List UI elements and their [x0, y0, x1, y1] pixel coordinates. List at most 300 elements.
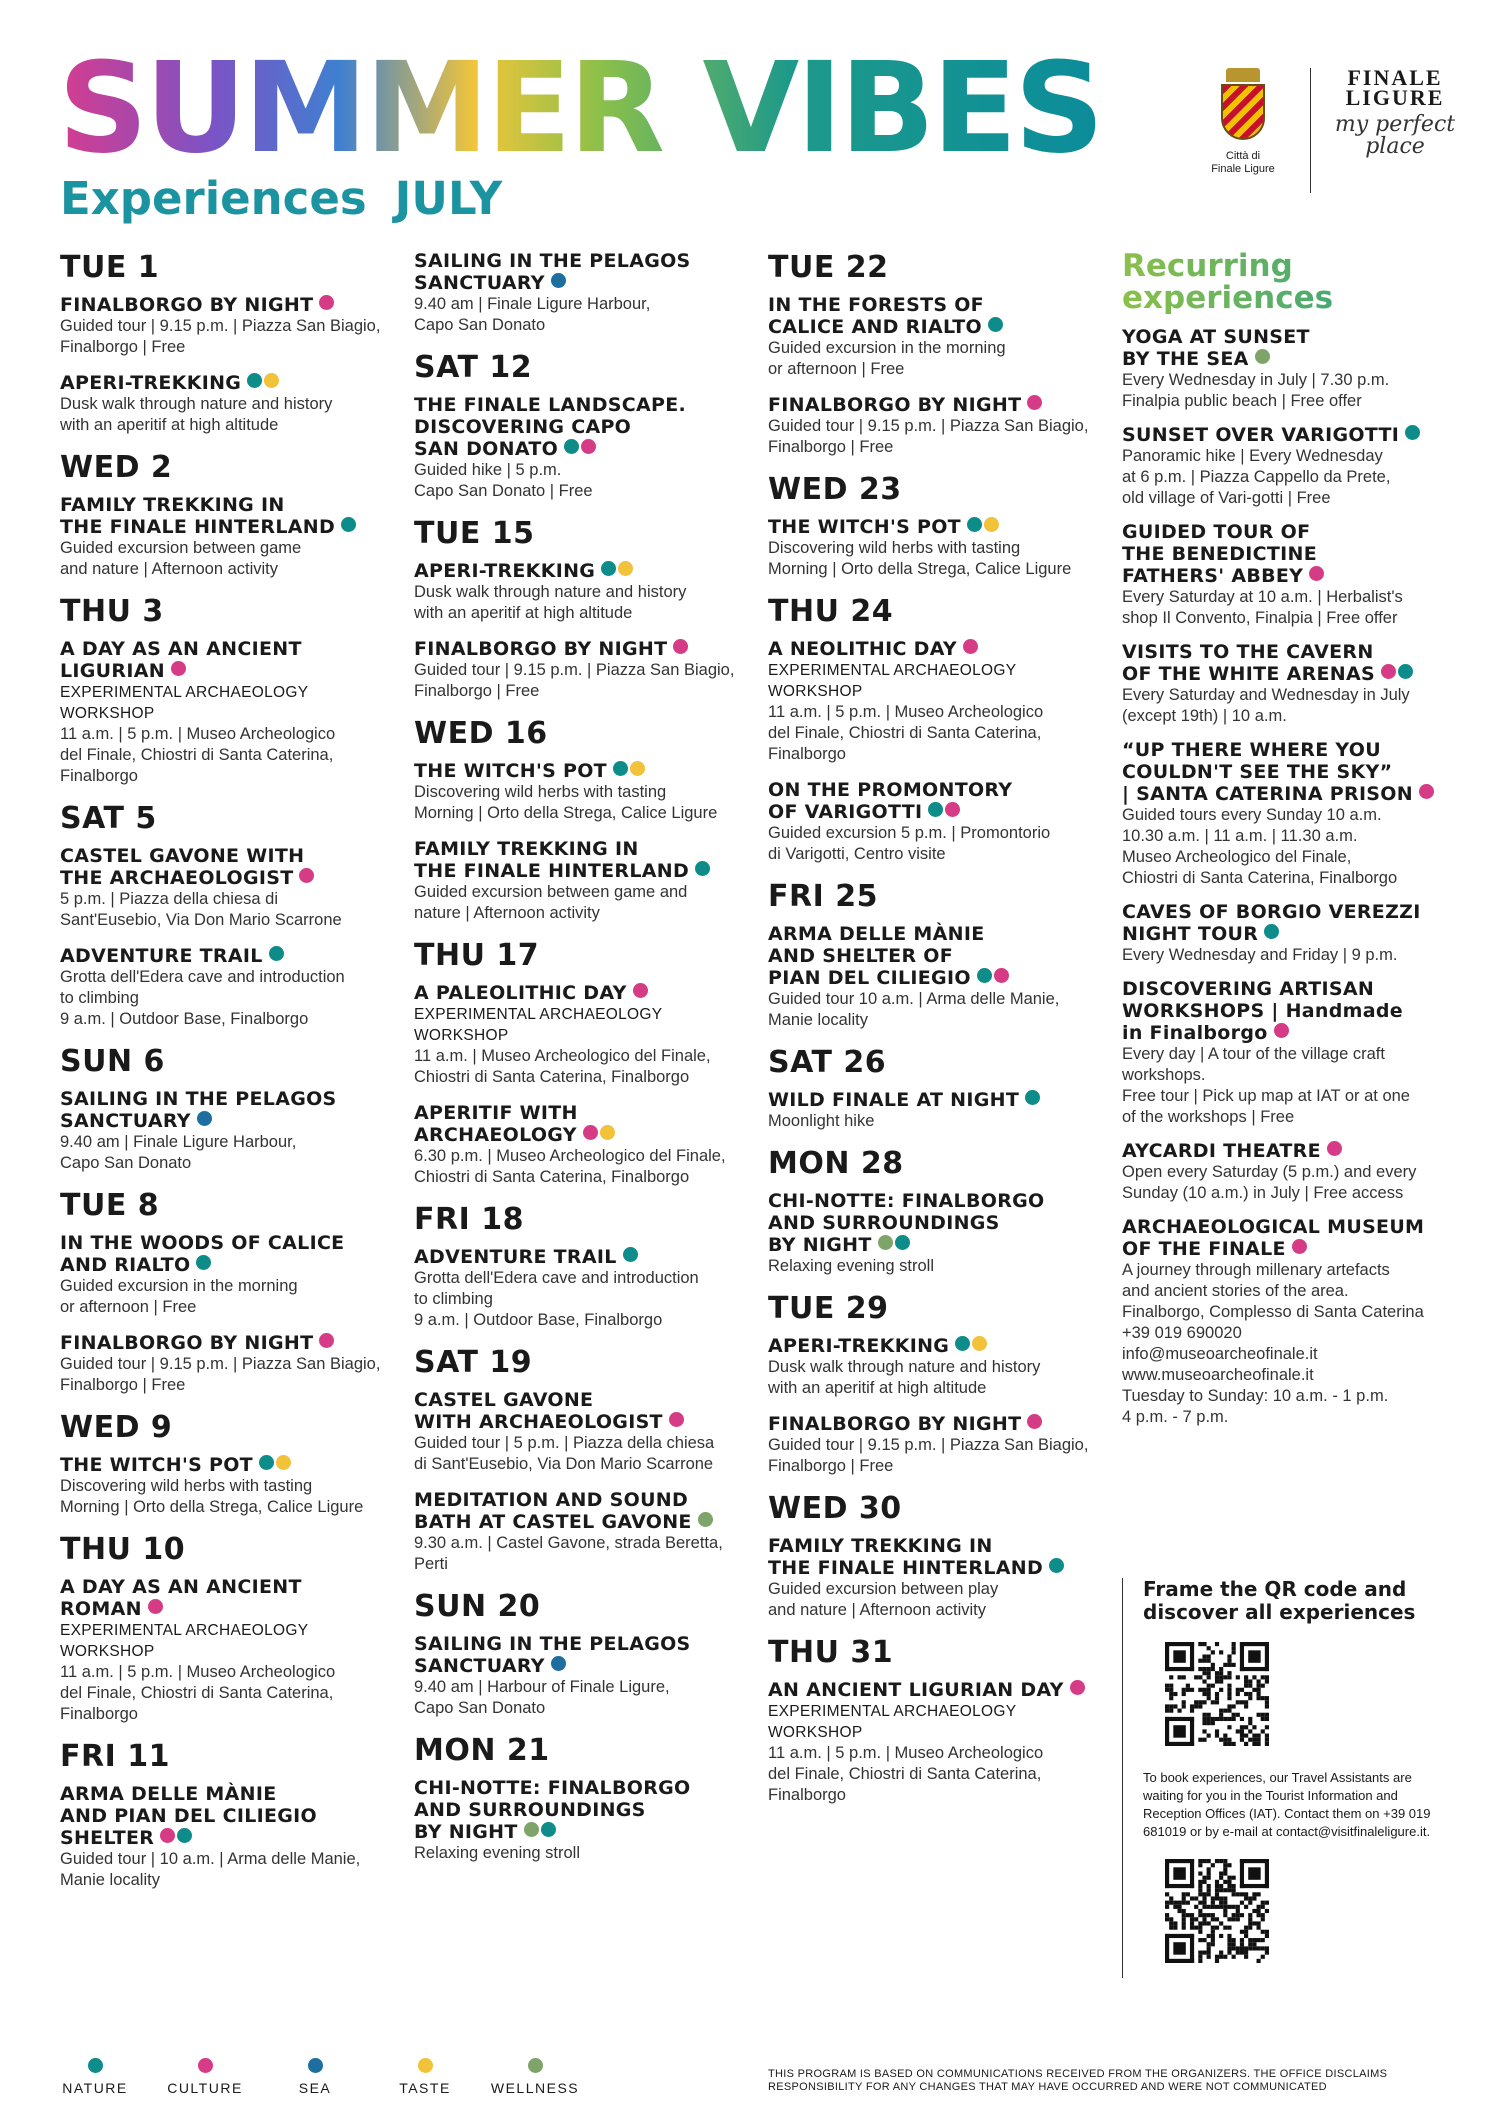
event-title-text: A PALEOLITHIC DAY — [414, 982, 627, 1004]
event-title-text: ADVENTURE TRAIL — [414, 1246, 617, 1268]
event-item — [60, 1332, 400, 1396]
day-block — [60, 1532, 400, 1725]
culture-category-dot-icon — [171, 661, 186, 676]
event-item — [414, 760, 754, 824]
day-block — [768, 472, 1108, 580]
event-item — [1122, 1140, 1462, 1204]
event-item — [60, 372, 400, 436]
legend-dot-icon — [308, 2058, 323, 2073]
event-details: 11 a.m. | Museo Archeologico del Finale, Chiostri di Santa Caterina, Finalborgo — [414, 1047, 711, 1086]
day-block — [60, 1188, 400, 1396]
day-heading: THU 17 — [414, 938, 540, 973]
culture-category-dot-icon — [1309, 566, 1324, 581]
event-title-text: CHI-NOTTE: FINALBORGO AND SURROUNDINGS BY NIGHT — [768, 1190, 1045, 1256]
day-block — [60, 1739, 400, 1891]
nature-category-dot-icon — [1398, 664, 1413, 679]
event-title-text: YOGA AT SUNSET BY THE SEA — [1122, 326, 1310, 370]
event-details: Open every Saturday (5 p.m.) and every Sunday (10 a.m.) in July | Free access — [1122, 1163, 1417, 1202]
culture-category-dot-icon — [1027, 1414, 1042, 1429]
day-heading: SAT 19 — [414, 1345, 533, 1380]
day-block — [414, 716, 754, 924]
event-item — [768, 394, 1108, 458]
event-title — [768, 1413, 1108, 1435]
poster-title: SUMMER VIBES — [58, 36, 1102, 181]
event-title-text: “UP THERE WHERE YOU COULDN'T SEE THE SKY” | SANTA CATERINA PRISON — [1122, 739, 1413, 805]
event-title — [414, 838, 754, 882]
day-heading: FRI 11 — [60, 1739, 170, 1774]
event-item — [768, 516, 1108, 580]
culture-category-dot-icon — [583, 1125, 598, 1140]
culture-category-dot-icon — [1327, 1141, 1342, 1156]
event-title-text: FAMILY TREKKING IN THE FINALE HINTERLAND — [414, 838, 690, 882]
nature-category-dot-icon — [613, 761, 628, 776]
sea-category-dot-icon — [551, 1656, 566, 1671]
nature-category-dot-icon — [247, 373, 262, 388]
event-title — [768, 394, 1108, 416]
event-item — [414, 638, 754, 702]
event-title — [60, 1088, 400, 1132]
event-title-text: VISITS TO THE CAVERN OF THE WHITE ARENAS — [1122, 641, 1375, 685]
event-title — [768, 1190, 1108, 1256]
event-item — [414, 250, 754, 336]
event-details: 11 a.m. | 5 p.m. | Museo Archeologico del Finale, Chiostri di Santa Caterina, Finalborgo — [768, 1744, 1044, 1804]
day-block — [414, 1733, 754, 1864]
event-details: Every Saturday and Wednesday in July (except 19th) | 10 a.m. — [1122, 686, 1410, 725]
event-title-text: ARCHAEOLOGICAL MUSEUM OF THE FINALE — [1122, 1216, 1425, 1260]
qr-heading: Frame the QR code and discover all experiences — [1143, 1577, 1416, 1624]
city-crest-icon — [1221, 68, 1265, 146]
day-heading: MON 28 — [768, 1146, 904, 1181]
nature-category-dot-icon — [269, 946, 284, 961]
event-details: Dusk walk through nature and history with an aperitif at high altitude — [414, 583, 687, 622]
event-details: Guided tour | 10 a.m. | Arma delle Manie, Manie locality — [60, 1850, 361, 1889]
qr-code-icon[interactable] — [1165, 1859, 1269, 1963]
wellness-category-dot-icon — [524, 1822, 539, 1837]
day-heading: TUE 15 — [414, 516, 535, 551]
sea-category-dot-icon — [551, 273, 566, 288]
legend-item — [260, 2058, 370, 2096]
booking-info: To book experiences, our Travel Assistants are waiting for you in the Tourist Information and Reception Offices (IAT). Contact them on +39 019 681019 or by e-mail at contact@visitfinaleligure.it. — [1143, 1770, 1431, 1839]
event-title-text: APERI-TREKKING — [414, 560, 596, 582]
day-block — [768, 879, 1108, 1031]
legend-label: SEA — [298, 2080, 332, 2096]
event-title — [768, 1679, 1108, 1701]
culture-category-dot-icon — [1274, 1023, 1289, 1038]
event-item — [1122, 901, 1462, 966]
poster-subtitle — [60, 172, 502, 225]
event-category-label: EXPERIMENTAL ARCHAEOLOGY WORKSHOP — [768, 662, 1017, 700]
event-title — [1122, 1140, 1462, 1162]
event-item — [60, 845, 400, 931]
legend-item — [40, 2058, 150, 2096]
event-item — [60, 1088, 400, 1174]
event-title — [414, 1246, 754, 1268]
event-title-text: AN ANCIENT LIGURIAN DAY — [768, 1679, 1064, 1701]
event-title-text: CASTEL GAVONE WITH THE ARCHAEOLOGIST — [60, 845, 305, 889]
event-details: 5 p.m. | Piazza della chiesa di Sant'Eusebio, Via Don Mario Scarrone — [60, 890, 342, 929]
culture-category-dot-icon — [1027, 395, 1042, 410]
disclaimer: THIS PROGRAM IS BASED ON COMMUNICATIONS RECEIVED FROM THE ORGANIZERS. THE OFFICE DISCLAIMS RESPONSIBILITY FOR ANY CHANGES THAT MAY HAVE OCCURRED AND WERE NOT COMMUNICATED — [768, 2068, 1388, 2093]
day-block — [60, 250, 400, 436]
event-title — [768, 1535, 1108, 1579]
culture-category-dot-icon — [1292, 1239, 1307, 1254]
event-title-text: THE WITCH'S POT — [60, 1454, 253, 1476]
event-item — [1122, 641, 1462, 727]
culture-category-dot-icon — [945, 802, 960, 817]
event-details: 9.40 am | Finale Ligure Harbour, Capo San Donato — [414, 295, 651, 334]
culture-category-dot-icon — [148, 1599, 163, 1614]
event-details: Grotta dell'Edera cave and introduction to climbing 9 a.m. | Outdoor Base, Finalborgo — [60, 968, 345, 1028]
event-title — [60, 1783, 400, 1849]
nature-category-dot-icon — [977, 968, 992, 983]
event-title — [60, 845, 400, 889]
nature-category-dot-icon — [695, 861, 710, 876]
schedule-column-1 — [60, 250, 400, 1905]
event-item — [414, 982, 754, 1088]
event-item — [768, 1335, 1108, 1399]
event-category-label: EXPERIMENTAL ARCHAEOLOGY WORKSHOP — [60, 684, 309, 722]
event-title — [414, 250, 754, 294]
day-block — [60, 801, 400, 1030]
brand-line1: FINALE — [1347, 65, 1443, 90]
event-title-text: CHI-NOTTE: FINALBORGO AND SURROUNDINGS BY NIGHT — [414, 1777, 691, 1843]
nature-category-dot-icon — [928, 802, 943, 817]
event-title-text: FINALBORGO BY NIGHT — [60, 1332, 314, 1354]
recurring-column — [1122, 250, 1462, 1440]
event-item — [1122, 978, 1462, 1128]
event-category-label: EXPERIMENTAL ARCHAEOLOGY WORKSHOP — [60, 1622, 309, 1660]
day-heading: SAT 12 — [414, 350, 533, 385]
event-details: Relaxing evening stroll — [414, 1844, 581, 1862]
event-details: Guided tour | 5 p.m. | Piazza della chiesa di Sant'Eusebio, Via Don Mario Scarrone — [414, 1434, 715, 1473]
event-details: Guided excursion in the morning or afternoon | Free — [768, 339, 1006, 378]
event-item — [414, 1489, 754, 1575]
nature-category-dot-icon — [967, 517, 982, 532]
nature-category-dot-icon — [1264, 924, 1279, 939]
city-logo-line2: Finale Ligure — [1211, 163, 1275, 175]
culture-category-dot-icon — [673, 639, 688, 654]
taste-category-dot-icon — [984, 517, 999, 532]
event-details: Discovering wild herbs with tasting Morning | Orto della Strega, Calice Ligure — [414, 783, 718, 822]
legend-dot-icon — [528, 2058, 543, 2073]
culture-category-dot-icon — [319, 1333, 334, 1348]
event-title-text: FAMILY TREKKING IN THE FINALE HINTERLAND — [60, 494, 336, 538]
event-title — [1122, 521, 1462, 587]
brand-line2: LIGURE — [1345, 85, 1445, 110]
event-details: 9.30 a.m. | Castel Gavone, strada Beretta, Perti — [414, 1534, 723, 1573]
event-item — [768, 294, 1108, 380]
event-item — [414, 838, 754, 924]
event-title-text: A DAY AS AN ANCIENT ROMAN — [60, 1576, 302, 1620]
event-category-label: EXPERIMENTAL ARCHAEOLOGY WORKSHOP — [768, 1703, 1017, 1741]
event-title — [768, 294, 1108, 338]
event-item — [414, 394, 754, 502]
event-title-text: SAILING IN THE PELAGOS SANCTUARY — [60, 1088, 337, 1132]
event-details: Guided excursion between play and nature | Afternoon activity — [768, 1580, 999, 1619]
event-details: 11 a.m. | 5 p.m. | Museo Archeologico del Finale, Chiostri di Santa Caterina, Finalborgo — [60, 1663, 336, 1723]
event-title — [60, 638, 400, 682]
brand-tagline: my perfect place — [1334, 112, 1456, 159]
event-title — [60, 294, 400, 316]
nature-category-dot-icon — [895, 1235, 910, 1250]
nature-category-dot-icon — [988, 317, 1003, 332]
day-heading: TUE 29 — [768, 1291, 889, 1326]
event-title — [414, 1389, 754, 1433]
event-title-text: MEDITATION AND SOUND BATH AT CASTEL GAVONE — [414, 1489, 692, 1533]
nature-category-dot-icon — [1049, 1558, 1064, 1573]
wellness-category-dot-icon — [698, 1512, 713, 1527]
event-title-text: ARMA DELLE MÀNIE AND PIAN DEL CILIEGIO SHELTER — [60, 1783, 317, 1849]
nature-category-dot-icon — [259, 1455, 274, 1470]
day-heading: SUN 20 — [414, 1589, 541, 1624]
nature-category-dot-icon — [955, 1336, 970, 1351]
event-details: Guided tour 10 a.m. | Arma delle Manie, Manie locality — [768, 990, 1060, 1029]
day-heading: THU 10 — [60, 1532, 186, 1567]
culture-category-dot-icon — [669, 1412, 684, 1427]
culture-category-dot-icon — [963, 639, 978, 654]
event-title — [414, 982, 754, 1004]
culture-category-dot-icon — [994, 968, 1009, 983]
day-heading: MON 21 — [414, 1733, 550, 1768]
event-title — [60, 1232, 400, 1276]
day-block — [414, 1589, 754, 1719]
day-heading: THU 31 — [768, 1635, 894, 1670]
event-title — [768, 779, 1108, 823]
event-title-text: FINALBORGO BY NIGHT — [768, 1413, 1022, 1435]
event-item — [1122, 739, 1462, 889]
legend-item — [150, 2058, 260, 2096]
event-title-text: THE WITCH'S POT — [414, 760, 607, 782]
event-title — [414, 1489, 754, 1533]
taste-category-dot-icon — [618, 561, 633, 576]
event-title — [1122, 641, 1462, 685]
event-title — [60, 945, 400, 967]
day-heading: FRI 18 — [414, 1202, 524, 1237]
day-heading: SUN 6 — [60, 1044, 165, 1079]
event-title — [414, 638, 754, 660]
schedule-column-2 — [414, 250, 754, 1878]
event-title — [1122, 978, 1462, 1044]
nature-category-dot-icon — [1405, 425, 1420, 440]
event-title-text: THE WITCH'S POT — [768, 516, 961, 538]
event-title-text: FINALBORGO BY NIGHT — [414, 638, 668, 660]
day-block — [768, 1146, 1108, 1277]
event-item — [1122, 521, 1462, 629]
legend-item — [370, 2058, 480, 2096]
event-title — [60, 1332, 400, 1354]
day-heading: SAT 5 — [60, 801, 157, 836]
event-title-text: GUIDED TOUR OF THE BENEDICTINE FATHERS' ABBEY — [1122, 521, 1317, 587]
event-item — [768, 779, 1108, 865]
event-item — [60, 945, 400, 1030]
legend-label: TASTE — [399, 2080, 451, 2096]
event-title-text: ARMA DELLE MÀNIE AND SHELTER OF PIAN DEL CILIEGIO — [768, 923, 985, 989]
event-category-label: EXPERIMENTAL ARCHAEOLOGY WORKSHOP — [414, 1006, 663, 1044]
legend-label: CULTURE — [167, 2080, 243, 2096]
event-details: Guided tour | 9.15 p.m. | Piazza San Biagio, Finalborgo | Free — [60, 317, 381, 356]
event-details: Grotta dell'Edera cave and introduction to climbing 9 a.m. | Outdoor Base, Finalborgo — [414, 1269, 699, 1329]
event-title — [60, 1576, 400, 1620]
qr-code-icon[interactable] — [1165, 1642, 1269, 1746]
event-title — [768, 923, 1108, 989]
event-title-text: CAVES OF BORGIO VEREZZI NIGHT TOUR — [1122, 901, 1421, 945]
day-heading: WED 30 — [768, 1491, 902, 1526]
event-title-text: A NEOLITHIC DAY — [768, 638, 957, 660]
event-details: Guided tours every Sunday 10 a.m. 10.30 a.m. | 11 a.m. | 11.30 a.m. Museo Archeologico del Finale, Chiostri di Santa Caterina, Finalborgo — [1122, 806, 1398, 887]
event-title — [1122, 739, 1462, 805]
event-title — [768, 1335, 1108, 1357]
day-heading: WED 2 — [60, 450, 173, 485]
wellness-category-dot-icon — [1255, 349, 1270, 364]
sea-category-dot-icon — [197, 1111, 212, 1126]
event-item — [60, 494, 400, 580]
taste-category-dot-icon — [264, 373, 279, 388]
event-title-text: AYCARDI THEATRE — [1122, 1140, 1321, 1162]
legend-item — [480, 2058, 590, 2096]
wellness-category-dot-icon — [878, 1235, 893, 1250]
event-details: Every Wednesday in July | 7.30 p.m. Finalpia public beach | Free offer — [1122, 371, 1390, 410]
day-block — [60, 1410, 400, 1518]
event-details: Every Saturday at 10 a.m. | Herbalist's shop Il Convento, Finalpia | Free offer — [1122, 588, 1403, 627]
culture-category-dot-icon — [1070, 1680, 1085, 1695]
event-title — [414, 560, 754, 582]
recurring-list — [1122, 326, 1462, 1428]
event-title-text: DISCOVERING ARTISAN WORKSHOPS | Handmade in Finalborgo — [1122, 978, 1403, 1044]
event-title-text: APERITIF WITH ARCHAEOLOGY — [414, 1102, 578, 1146]
city-logo-line1: Città di — [1225, 150, 1261, 162]
day-heading: SAT 26 — [768, 1045, 887, 1080]
event-title-text: THE FINALE LANDSCAPE. DISCOVERING CAPO SAN DONATO — [414, 394, 687, 460]
event-details: Guided tour | 9.15 p.m. | Piazza San Biagio, Finalborgo | Free — [768, 1436, 1089, 1475]
event-title-text: APERI-TREKKING — [768, 1335, 950, 1357]
event-details: Guided tour | 9.15 p.m. | Piazza San Biagio, Finalborgo | Free — [414, 661, 735, 700]
event-details: Discovering wild herbs with tasting Morning | Orto della Strega, Calice Ligure — [60, 1477, 364, 1516]
day-heading: WED 9 — [60, 1410, 173, 1445]
day-heading: WED 23 — [768, 472, 902, 507]
event-title — [414, 394, 754, 460]
taste-category-dot-icon — [600, 1125, 615, 1140]
event-item — [60, 1232, 400, 1318]
nature-category-dot-icon — [541, 1822, 556, 1837]
event-item — [60, 1783, 400, 1891]
event-title-text: ON THE PROMONTORY OF VARIGOTTI — [768, 779, 1013, 823]
nature-category-dot-icon — [177, 1828, 192, 1843]
day-block — [768, 1045, 1108, 1132]
culture-category-dot-icon — [299, 868, 314, 883]
legend-label: WELLNESS — [490, 2080, 580, 2096]
event-title — [414, 1777, 754, 1843]
event-details: Guided tour | 9.15 p.m. | Piazza San Biagio, Finalborgo | Free — [768, 417, 1089, 456]
event-title-text: CASTEL GAVONE WITH ARCHAEOLOGIST — [414, 1389, 663, 1433]
day-heading: WED 16 — [414, 716, 548, 751]
day-heading: THU 3 — [60, 594, 164, 629]
culture-category-dot-icon — [633, 983, 648, 998]
event-item — [414, 1633, 754, 1719]
nature-category-dot-icon — [1025, 1090, 1040, 1105]
event-title-text: SAILING IN THE PELAGOS SANCTUARY — [414, 1633, 691, 1677]
event-title — [1122, 424, 1462, 446]
event-details: Every day | A tour of the village craft workshops. Free tour | Pick up map at IAT or at one of the workshops | Free — [1122, 1045, 1410, 1126]
day-block — [768, 594, 1108, 865]
day-block — [414, 1345, 754, 1575]
day-block — [414, 938, 754, 1188]
event-item — [414, 1102, 754, 1188]
subtitle-month: JULY — [394, 172, 503, 225]
subtitle-experiences: Experiences — [60, 172, 367, 225]
culture-category-dot-icon — [1419, 784, 1434, 799]
recurring-title: Recurring experiences — [1122, 250, 1462, 314]
day-heading: THU 24 — [768, 594, 894, 629]
logo-divider — [1310, 68, 1311, 193]
event-title — [1122, 326, 1462, 370]
event-title — [60, 494, 400, 538]
event-item — [60, 1454, 400, 1518]
event-title-text: SAILING IN THE PELAGOS SANCTUARY — [414, 250, 691, 294]
event-item — [768, 1535, 1108, 1621]
event-item — [414, 1246, 754, 1331]
event-item — [768, 1679, 1108, 1806]
event-item — [414, 1777, 754, 1864]
day-block — [414, 250, 754, 336]
day-block — [768, 1491, 1108, 1621]
event-item — [1122, 1216, 1462, 1428]
event-item — [1122, 424, 1462, 509]
event-details: 11 a.m. | 5 p.m. | Museo Archeologico del Finale, Chiostri di Santa Caterina, Finalborgo — [60, 725, 336, 785]
day-heading: FRI 25 — [768, 879, 878, 914]
event-details: Guided excursion 5 p.m. | Promontorio di Varigotti, Centro visite — [768, 824, 1051, 863]
event-details: Guided excursion in the morning or afternoon | Free — [60, 1277, 298, 1316]
legend-dot-icon — [418, 2058, 433, 2073]
taste-category-dot-icon — [630, 761, 645, 776]
event-details: 9.40 am | Finale Ligure Harbour, Capo San Donato — [60, 1133, 297, 1172]
legend-dot-icon — [88, 2058, 103, 2073]
nature-category-dot-icon — [564, 439, 579, 454]
event-title-text: IN THE FORESTS OF CALICE AND RIALTO — [768, 294, 984, 338]
day-block — [414, 1202, 754, 1331]
event-title — [414, 1633, 754, 1677]
day-block — [60, 450, 400, 580]
event-title — [768, 1089, 1108, 1111]
culture-category-dot-icon — [319, 295, 334, 310]
day-block — [768, 1291, 1108, 1477]
event-details: Discovering wild herbs with tasting Morning | Orto della Strega, Calice Ligure — [768, 539, 1072, 578]
event-title-text: A DAY AS AN ANCIENT LIGURIAN — [60, 638, 302, 682]
brand-logo — [1330, 65, 1460, 159]
event-item — [1122, 326, 1462, 412]
event-title — [1122, 901, 1462, 945]
event-title — [1122, 1216, 1462, 1260]
event-details: 6.30 p.m. | Museo Archeologico del Finale, Chiostri di Santa Caterina, Finalborgo — [414, 1147, 726, 1186]
event-details: Dusk walk through nature and history with an aperitif at high altitude — [768, 1358, 1041, 1397]
nature-category-dot-icon — [623, 1247, 638, 1262]
event-details: A journey through millenary artefacts and ancient stories of the area. Finalborgo, Complesso di Santa Caterina +39 019 690020 info@museoarcheofinale.it www.museoarcheofinale.it Tuesday to Sunday: 10 a.m. - 1 p.m. 4 p.m. - 7 p.m. — [1122, 1261, 1424, 1426]
event-details: Panoramic hike | Every Wednesday at 6 p.m. | Piazza Cappello da Prete, old village of Vari-gotti | Free — [1122, 447, 1391, 507]
event-details: Relaxing evening stroll — [768, 1257, 935, 1275]
nature-category-dot-icon — [196, 1255, 211, 1270]
event-item — [768, 923, 1108, 1031]
event-title — [60, 372, 400, 394]
event-details: Every Wednesday and Friday | 9 p.m. — [1122, 946, 1398, 964]
event-details: Moonlight hike — [768, 1112, 875, 1130]
schedule-column-3 — [768, 250, 1108, 1820]
event-details: 11 a.m. | 5 p.m. | Museo Archeologico del Finale, Chiostri di Santa Caterina, Finalborgo — [768, 703, 1044, 763]
event-details: 9.40 am | Harbour of Finale Ligure, Capo San Donato — [414, 1678, 670, 1717]
event-details: Guided hike | 5 p.m. Capo San Donato | Free — [414, 461, 593, 500]
event-item — [768, 1190, 1108, 1277]
event-title-text: IN THE WOODS OF CALICE AND RIALTO — [60, 1232, 345, 1276]
city-logo — [1208, 68, 1278, 176]
event-item — [60, 638, 400, 787]
